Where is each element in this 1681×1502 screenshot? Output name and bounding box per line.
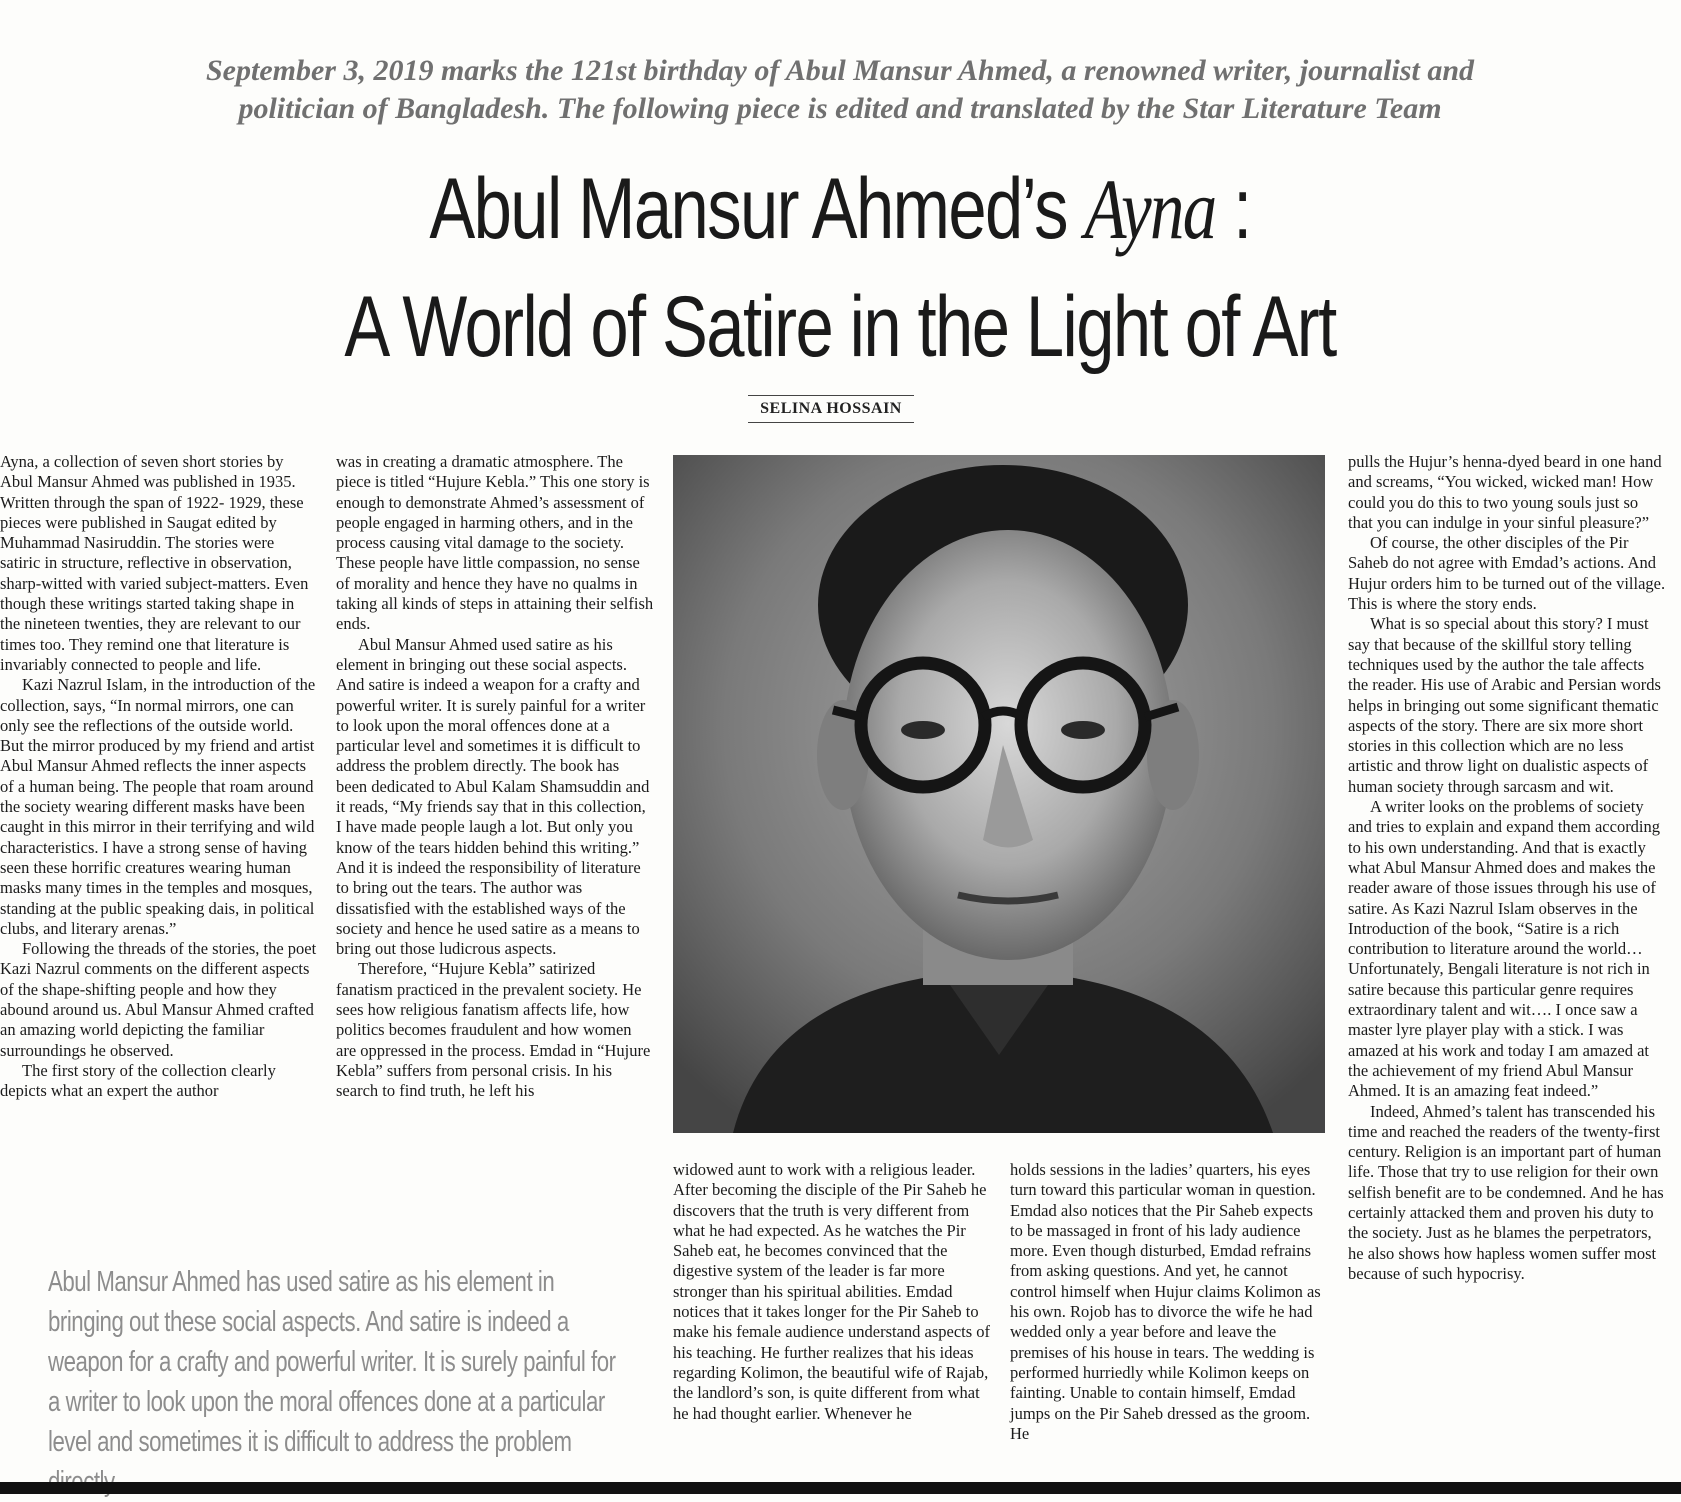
- column-4: [1010, 1160, 1328, 1444]
- headline: [296, 150, 1384, 386]
- intro-line-2: politician of Bangladesh. The following piece is edited and translated by the Star Literature Team: [238, 92, 1442, 125]
- intro-line-1: September 3, 2019 marks the 121st birthday of Abul Mansur Ahmed, a renowned writer, journalist and: [206, 54, 1474, 87]
- paragraph: Therefore, “Hujure Kebla” satirized fanatism practiced in the prevalent society. He sees how religious fanatism affects life, how politics becomes fraudulent and how women are oppressed in the process. Emdad in “Hujure Kebla” suffers from personal crisis. In his search to find truth, he left his: [336, 959, 651, 1101]
- paragraph: pulls the Hujur’s henna-dyed beard in one hand and screams, “You wicked, wicked man! How could you do this to two young souls just so that you can indulge in your sinful pleasure?”: [1348, 452, 1662, 532]
- paragraph: The first story of the collection clearly depicts what an expert the author: [0, 1060, 276, 1101]
- paragraph: Of course, the other disciples of the Pir Saheb do not agree with Emdad’s actions. And Hujur orders him to be turned out of the village. This is where the story ends.: [1348, 533, 1666, 614]
- headline-line-2: A World of Satire in the Light of Art: [344, 279, 1336, 375]
- paragraph: Following the threads of the stories, the poet Kazi Nazrul comments on the different aspects of the shape-shifting people and how they abound around us. Abul Mansur Ahmed crafted an amazing world depicting the familiar surroundings he observed.: [0, 939, 317, 1060]
- paragraph: What is so special about this story? I must say that because of the skillful story telling techniques used by the author the tale affects the reader. His use of Arabic and Persian words helps in bringing out some significant thematic aspects of the story. There are six more short stories in this collection which are no less artistic and throw light on dualistic aspects of human society through sarcasm and wit.: [1348, 614, 1661, 796]
- author-portrait-photo: [673, 455, 1325, 1133]
- paragraph: was in creating a dramatic atmosphere. The piece is titled “Hujure Kebla.” This one story is enough to demonstrate Ahmed’s assessment of people engaged in harming others, and in the process causing vital damage to the society. These people have little compassion, no sense of morality and hence they have no qualms in taking all kinds of steps in attaining their selfish ends.: [336, 452, 654, 634]
- paragraph: A writer looks on the problems of society and tries to explain and expand them according to his own understanding. And that is exactly what Abul Mansur Ahmed does and makes the reader aware of those issues through his use of satire. As Kazi Nazrul Islam observes in the Introduction of the book, “Satire is a rich contribution to literature around the world… Unfortunately, Bengali literature is not rich in satire because this particular genre requires extraordinary talent and wit…. I once saw a master lyre player play with a stick. I was amazed at his work and today I am amazed at the achievement of my friend Abul Mansur Ahmed. It is an amazing feat indeed.”: [1348, 797, 1661, 1101]
- paragraph: holds sessions in the ladies’ quarters, his eyes turn toward this particular woman in question. Emdad also notices that the Pir Saheb expects to be massaged in front of his lady audience more. Even though disturbed, Emdad refrains from asking questions. And yet, he cannot control himself when Hujur claims Kolimon as his own. Rojob has to divorce the wife he had wedded only a year before and leave the premises of his house in tears. The wedding is performed hurriedly while Kolimon keeps on fainting. Unable to contain himself, Emdad jumps on the Pir Saheb dressed as the groom. He: [1010, 1160, 1321, 1443]
- headline-prefix: Abul Mansur Ahmed’s: [429, 161, 1085, 257]
- column-3: [673, 1160, 991, 1424]
- column-5: [1348, 452, 1666, 1284]
- paragraph: Ayna, a collection of seven short stories by Abul Mansur Ahmed was published in 1935. Written through the span of 1922- 1929, these pieces were published in Saugat edited by Muhammad Nasiruddin. The stories were satiric in structure, reflective in observation, sharp-witted with varied subject-matters. Even though these writings started taking shape in the nineteen twenties, they are relevant to our times too. They remind one that literature is invariably connected to people and life.: [0, 452, 309, 674]
- headline-suffix: :: [1215, 161, 1251, 257]
- paragraph: widowed aunt to work with a religious leader. After becoming the disciple of the Pir Saheb he discovers that the truth is very different from what he had expected. As he watches the Pir Saheb eat, he becomes convinced that the digestive system of the leader is far more stronger than his spiritual abilities. Emdad notices that it takes longer for the Pir Saheb to make his female audience understand aspects of his teaching. He further realizes that his ideas regarding Kolimon, the beautiful wife of Rajab, the landlord’s son, is quite different from what he had thought earlier. Whenever he: [673, 1160, 991, 1423]
- paragraph: Abul Mansur Ahmed used satire as his element in bringing out these social aspects. And satire is indeed a weapon for a crafty and powerful writer. It is surely painful for a writer to look upon the moral offences done at a particular level and sometimes it is difficult to address the problem directly. The book has been dedicated to Abul Kalam Shamsuddin and it reads, “My friends say that in this collection, I have made people laugh a lot. But only you know of the tears hidden behind this writing.” And it is indeed the responsibility of literature to bring out the tears. The author was dissatisfied with the established ways of the society and hence he used satire as a means to bring out those ludicrous aspects.: [336, 634, 650, 959]
- headline-italic-title: Ayna: [1084, 161, 1216, 257]
- headline-line-1: [296, 150, 1384, 268]
- column-2: [336, 452, 654, 1102]
- column-1: [0, 452, 318, 1102]
- byline: SELINA HOSSAIN: [748, 395, 914, 423]
- paragraph: Kazi Nazrul Islam, in the introduction of the collection, says, “In normal mirrors, one can only see the reflections of the outside world. But the mirror produced by my friend and artist Abul Mansur Ahmed reflects the inner aspects of a human being. The people that roam around the society wearing different masks have been caught in this mirror in their terrifying and wild characteristics. I have a strong sense of having seen these horrific creatures wearing human masks many times in the temples and mosques, standing at the public speaking dais, in political clubs, and literary arenas.”: [0, 675, 316, 938]
- pull-quote: Abul Mansur Ahmed has used satire as his element in bringing out these social aspects. And satire is indeed a weapon for a crafty and powerful writer. It is surely painful for a writer to look upon the moral offences done at a particular level and sometimes it is difficult to address the problem: [48, 1266, 616, 1458]
- intro-deck: [100, 52, 1580, 128]
- paragraph: Indeed, Ahmed’s talent has transcended his time and reached the readers of the twenty-first century. Religion is an important part of human life. Those that try to use religion for their own selfish benefit are to be condemned. And he has certainly attacked them and proven his duty to the society. Just as he blames the perpetrators, he also shows how hapless women suffer most because of such hypocrisy.: [1348, 1101, 1664, 1283]
- page-bottom-rule: [0, 1482, 1681, 1494]
